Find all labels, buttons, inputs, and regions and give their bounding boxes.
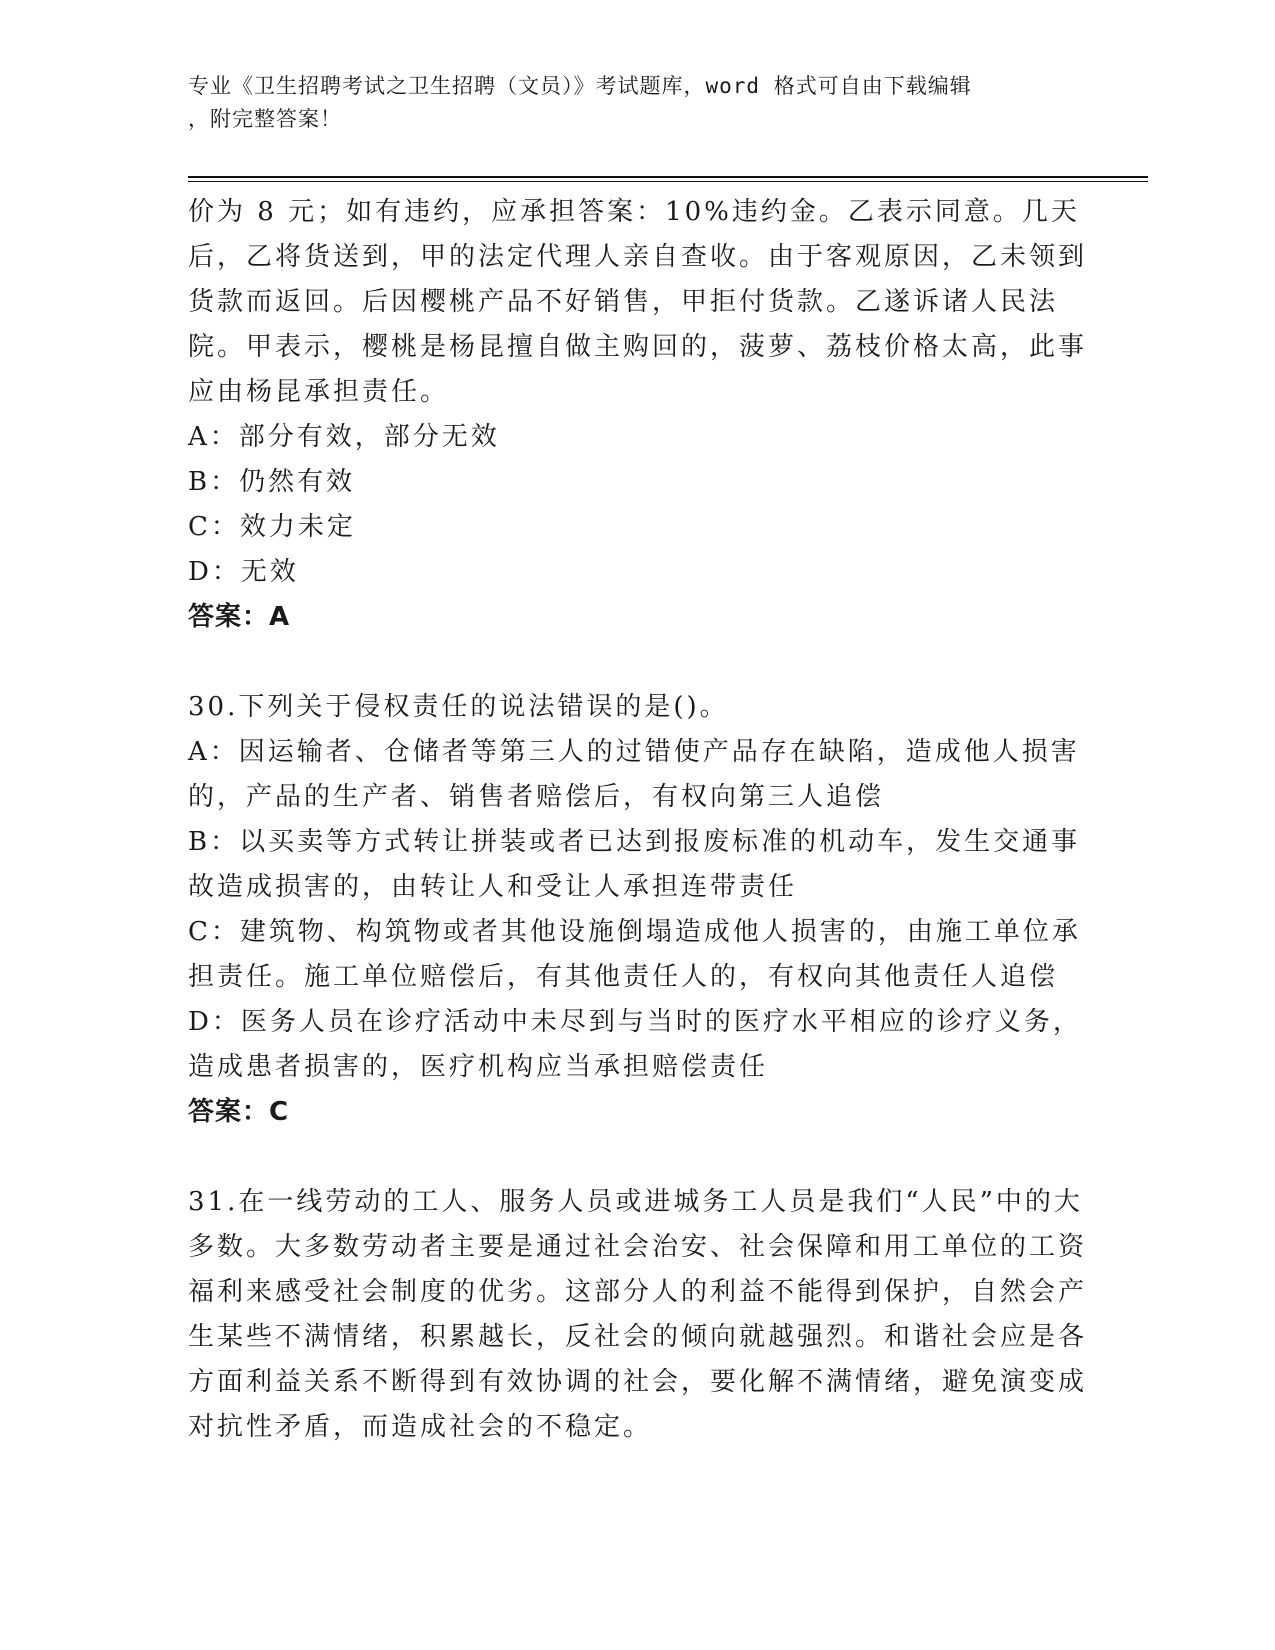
header-rule-thin — [188, 181, 1148, 182]
question-30-option-c: C：建筑物、构筑物或者其他设施倒塌造成他人损害的，由施工单位承担责任。施工单位赔偿后，有其他责任人的，有权向其他责任人追偿 — [188, 917, 1081, 992]
question-29-option-a: A：部分有效，部分无效 — [188, 422, 500, 452]
spacer — [188, 1135, 1088, 1180]
document-header — [188, 70, 1088, 136]
question-29-answer: 答案：A — [188, 602, 291, 632]
question-30-answer: 答案：C — [188, 1097, 290, 1127]
question-30-option-d: D：医务人员在诊疗活动中未尽到与当时的医疗水平相应的诊疗义务，造成患者损害的，医疗机构应当承担赔偿责任 — [188, 1007, 1082, 1082]
question-31-text: 31.在一线劳动的工人、服务人员或进城务工人员是我们“人民”中的大多数。大多数劳动者主要是通过社会治安、社会保障和用工单位的工资福利来感受社会制度的优劣。这部分人的利益不能得到保护，自然会产生某些不满情绪，积累越长，反社会的倾向就越强烈。和谐社会应是各方面利益关系不断得到有效协调的社会，要化解不满情绪，避免演变成对抗性矛盾，而造成社会的不稳定。 — [188, 1187, 1088, 1442]
header-line-1: 专业《卫生招聘考试之卫生招聘（文员）》考试题库，word 格式可自由下载编辑 — [188, 74, 972, 98]
document-body — [188, 190, 1088, 1450]
header-line-2: ，附完整答案！ — [188, 107, 342, 131]
question-29-option-c: C：效力未定 — [188, 512, 356, 542]
question-30-text: 30.下列关于侵权责任的说法错误的是()。 — [188, 692, 729, 722]
question-30-option-b: B：以买卖等方式转让拼装或者已达到报废标准的机动车，发生交通事故造成损害的，由转让人和受让人承担连带责任 — [188, 827, 1081, 902]
spacer — [188, 640, 1088, 685]
question-30-option-a: A：因运输者、仓储者等第三人的过错使产品存在缺陷，造成他人损害的，产品的生产者、销售者赔偿后，有权向第三人追偿 — [188, 737, 1080, 812]
page-header — [188, 70, 1148, 136]
question-29-option-d: D：无效 — [188, 557, 299, 587]
question-29-option-b: B：仍然有效 — [188, 467, 356, 497]
question-29-text: 价为 8 元；如有违约，应承担答案：10%违约金。乙表示同意。几天后，乙将货送到，甲的法定代理人亲自查收。由于客观原因，乙未领到货款而返回。后因樱桃产品不好销售，甲拒付货款。乙遂诉诸人民法院。甲表示，樱桃是杨昆擅自做主购回的，菠萝、荔枝价格太高，此事应由杨昆承担责任。 — [188, 197, 1088, 407]
header-rule-thick — [188, 176, 1148, 178]
